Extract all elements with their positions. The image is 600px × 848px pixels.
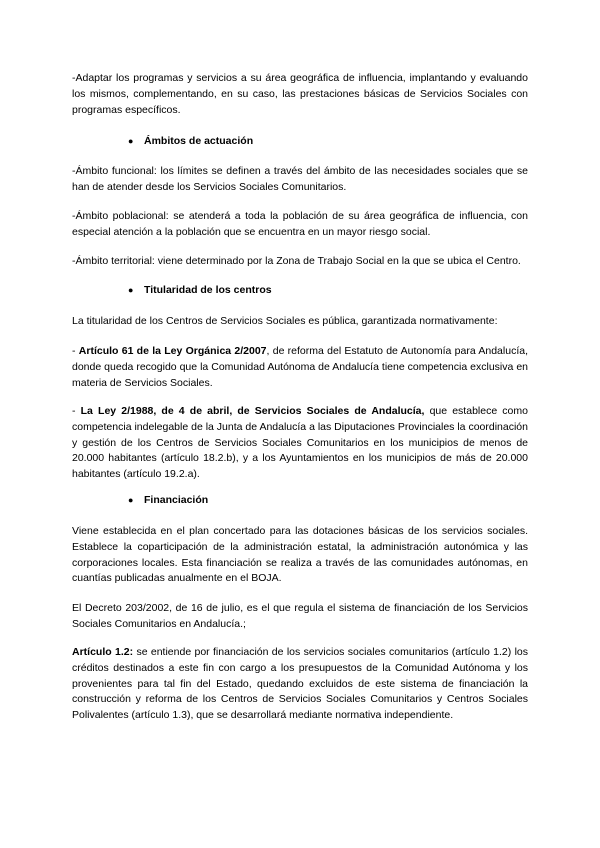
paragraph-poblacional: -Ámbito poblacional: se atenderá a toda la población de su área geográfica de influencia, con especial atención a la población que se encuentra en un mayor riesgo social. — [72, 210, 528, 238]
articulo-1-2-text: se entiende por financiación de los servicios sociales comunitarios (artículo 1.2) los créditos destinados a este fin con cargo a los presupuestos de la Comunidad Autónoma y los provenientes para tal fin del Estado, quedando excluidos de este sistema de financiación la construcción y reforma de los Centros de Servicios Sociales Comunitarios y Centros Sociales Polivalentes (artículo 1.3), que se desarrollará mediante normativa independiente. — [72, 646, 529, 722]
paragraph-adaptar: -Adaptar los programas y servicios a su área geográfica de influencia, implantando y evaluando los mismos, complementando, en su caso, las prestaciones básicas de Servicios Sociales con programas específicos. — [72, 72, 528, 116]
articulo-1-2-title: Artículo 1.2: — [72, 646, 134, 658]
bullet-icon: ● — [128, 495, 134, 505]
paragraph-territorial: -Ámbito territorial: viene determinado por la Zona de Trabajo Social en la que se ubica el Centro. — [72, 255, 521, 267]
paragraph-articulo-1-2 — [72, 645, 528, 724]
paragraph-articulo-61 — [72, 344, 528, 391]
bullet-icon: ● — [128, 285, 134, 295]
heading-titularidad — [128, 283, 272, 298]
ley-2-1988-text: que establece como competencia indelegable de la Junta de Andalucía a las Diputaciones Provinciales la coordinación y gestión de los Centros de Servicios Sociales Comunitarios en los municipios de menos de 20.000 habitantes (artículo 18.2.b), y a los Ayuntamientos en los municipios de más de 20.000 habitantes (artículo 19.2.a). — [72, 405, 528, 481]
heading-titularidad-text: Titularidad de los centros — [144, 284, 272, 296]
paragraph-decreto: El Decreto 203/2002, de 16 de julio, es el que regula el sistema de financiación de los Servicios Sociales Comunitarios en Andalucía.; — [72, 602, 528, 630]
articulo-61-text: , de reforma del Estatuto de Autonomía para Andalucía, donde queda recogido que la Comunidad Autónoma de Andalucía tiene competencia exclusiva en materia de Servicios Sociales. — [72, 345, 528, 389]
heading-financiacion-text: Financiación — [144, 494, 209, 506]
dash-prefix: - — [72, 405, 81, 417]
ley-2-1988-title: La Ley 2/1988, de 4 de abril, de Servicios Sociales de Andalucía, — [80, 405, 425, 417]
heading-ambitos-text: Ámbitos de actuación — [144, 135, 254, 147]
paragraph-ley-2-1988 — [72, 404, 528, 483]
bullet-icon: ● — [128, 136, 134, 146]
heading-ambitos — [128, 134, 253, 149]
paragraph-financiacion: Viene establecida en el plan concertado para las dotaciones básicas de los servicios sociales. Establece la coparticipación de la administración estatal, la administración autonómica y las corporaciones locales. Esta financiación se realiza a través de las comunidades autónomas, en cuantías publicadas anualmente en el BOJA. — [72, 525, 528, 585]
articulo-61-title: Artículo 61 de la Ley Orgánica 2/2007 — [78, 345, 267, 357]
paragraph-funcional: -Ámbito funcional: los límites se definen a través del ámbito de las necesidades sociales que se han de atender desde los Servicios Sociales Comunitarios. — [72, 165, 528, 193]
dash-prefix: - — [72, 345, 79, 357]
heading-financiacion — [128, 493, 208, 508]
paragraph-titularidad: La titularidad de los Centros de Servicios Sociales es pública, garantizada normativamente: — [72, 315, 498, 327]
